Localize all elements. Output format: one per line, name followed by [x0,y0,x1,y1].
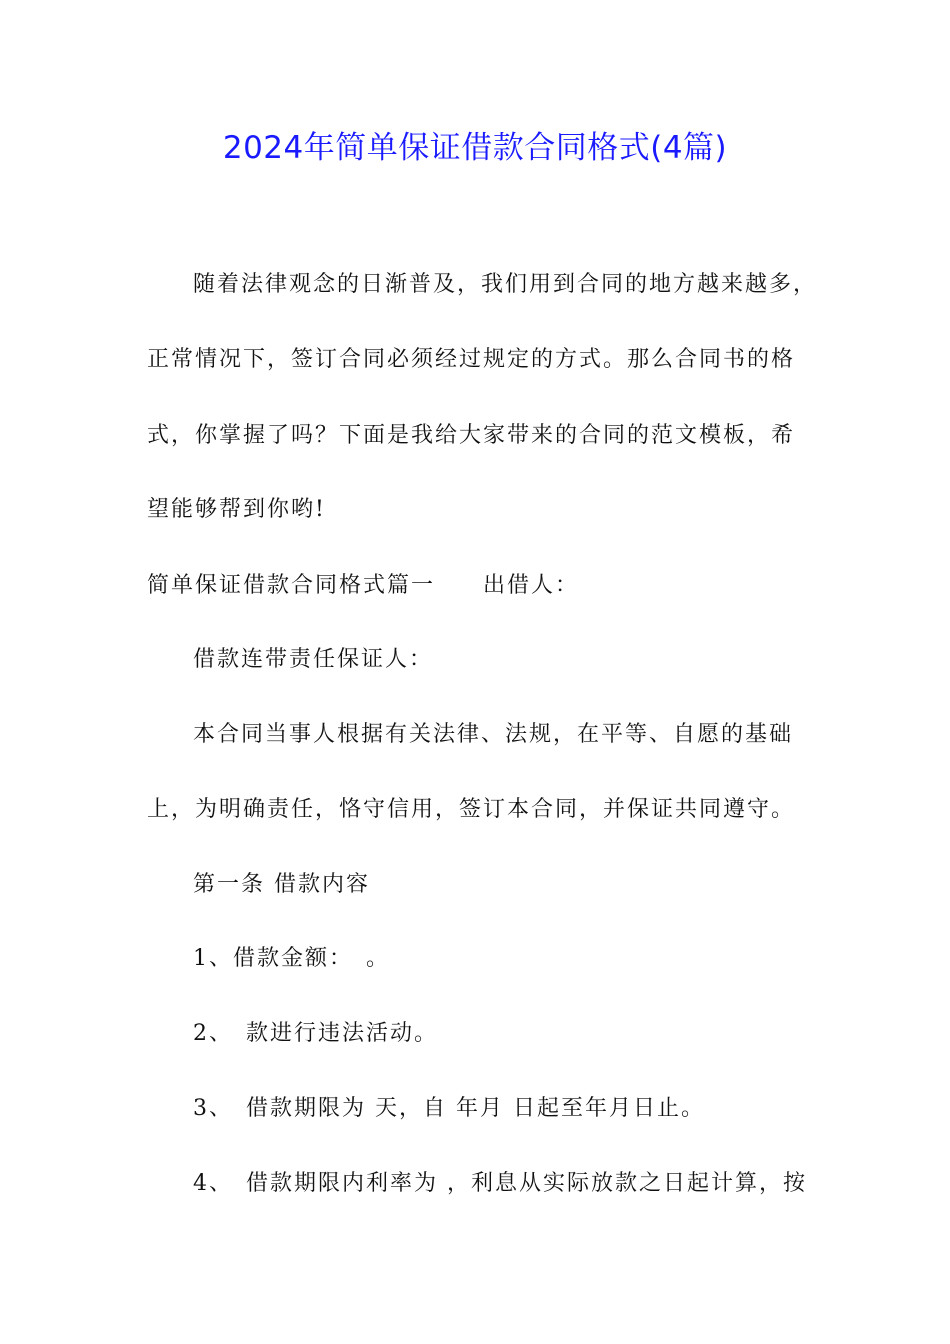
clause-4: 4、 借款期限内利率为 ，利息从实际放款之日起计算，按 [193,1171,807,1196]
article-one-heading: 第一条 借款内容 [193,872,370,897]
clause-1: 1、借款金额： 。 [193,946,390,971]
intro-line-3: 式，你掌握了吗？下面是我给大家带来的合同的范文模板，希 [147,423,796,448]
intro-line-1: 随着法律观念的日渐普及，我们用到合同的地方越来越多， [193,272,818,297]
intro-line-2: 正常情况下，签订合同必须经过规定的方式。那么合同书的格 [147,347,796,372]
preamble-line-2: 上，为明确责任，恪守信用，签订本合同，并保证共同遵守。 [147,797,796,822]
clause-2: 2、 款进行违法活动。 [193,1021,438,1046]
document-title: 2024年简单保证借款合同格式(4篇) [222,130,728,166]
intro-line-4: 望能够帮到你哟! [147,497,326,522]
preamble-line-1: 本合同当事人根据有关法律、法规，在平等、自愿的基础 [193,722,794,747]
guarantor-line: 借款连带责任保证人： [193,647,434,672]
section-heading-line: 简单保证借款合同格式篇一 出借人： [147,573,580,598]
clause-3: 3、 借款期限为 天，自 年月 日起至年月日止。 [193,1096,705,1121]
